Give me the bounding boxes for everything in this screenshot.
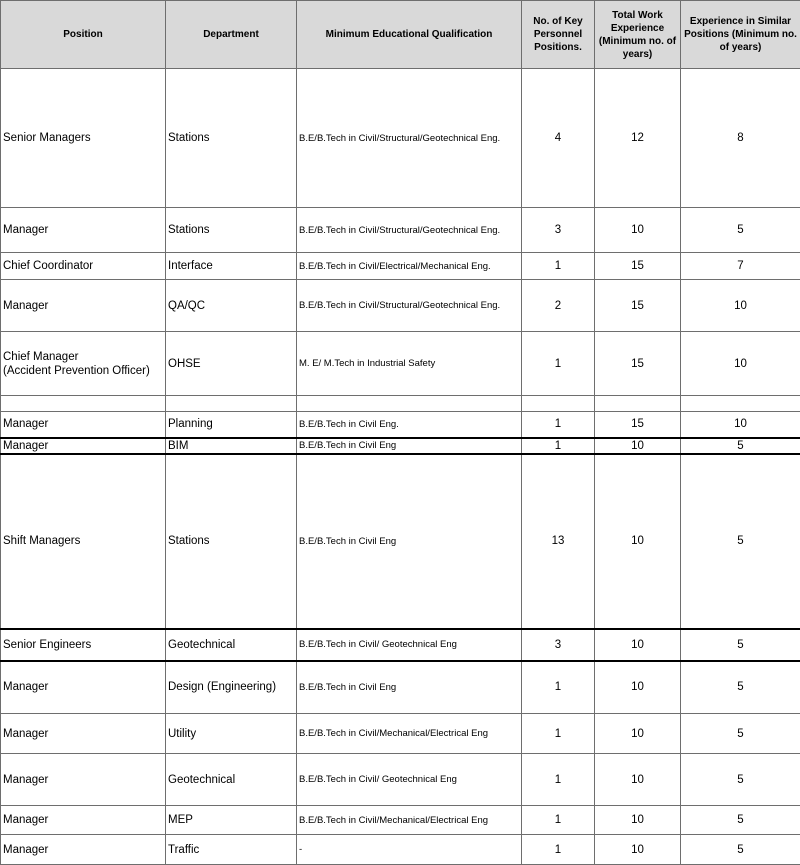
cell-qualification: B.E/B.Tech in Civil/Mechanical/Electrical Eng (297, 714, 522, 754)
cell-num-key: 13 (522, 454, 595, 629)
cell-similar-experience (681, 396, 800, 412)
cell-similar-experience: 10 (681, 332, 800, 396)
cell-total-experience: 10 (595, 629, 681, 661)
cell-similar-experience: 5 (681, 661, 800, 714)
cell-similar-experience: 5 (681, 629, 800, 661)
table-row (1, 754, 800, 806)
cell-qualification: - (297, 835, 522, 865)
cell-qualification: B.E/B.Tech in Civil/Structural/Geotechnical Eng. (297, 280, 522, 332)
cell-similar-experience: 5 (681, 454, 800, 629)
cell-similar-experience: 5 (681, 208, 800, 253)
cell-num-key: 1 (522, 438, 595, 454)
table-row (1, 253, 800, 280)
cell-position: Senior Managers (1, 69, 166, 208)
cell-num-key: 1 (522, 412, 595, 438)
cell-qualification: B.E/B.Tech in Civil/Structural/Geotechnical Eng. (297, 69, 522, 208)
cell-similar-experience: 5 (681, 835, 800, 865)
cell-department: OHSE (166, 332, 297, 396)
cell-similar-experience: 8 (681, 69, 800, 208)
cell-num-key: 1 (522, 714, 595, 754)
cell-qualification: B.E/B.Tech in Civil Eng (297, 661, 522, 714)
cell-num-key (522, 396, 595, 412)
cell-qualification: M. E/ M.Tech in Industrial Safety (297, 332, 522, 396)
cell-total-experience: 10 (595, 438, 681, 454)
cell-department: Interface (166, 253, 297, 280)
cell-total-experience: 15 (595, 253, 681, 280)
table-row (1, 412, 800, 438)
cell-position: Manager (1, 754, 166, 806)
header-qualification: Minimum Educational Qualification (297, 1, 522, 69)
cell-total-experience: 10 (595, 806, 681, 835)
cell-num-key: 2 (522, 280, 595, 332)
cell-num-key: 4 (522, 69, 595, 208)
table-row (1, 661, 800, 714)
cell-position: Shift Managers (1, 454, 166, 629)
cell-department: Planning (166, 412, 297, 438)
cell-similar-experience: 10 (681, 280, 800, 332)
cell-qualification (297, 396, 522, 412)
cell-qualification: B.E/B.Tech in Civil Eng (297, 438, 522, 454)
cell-position: Chief Manager (Accident Prevention Officer) (1, 332, 166, 396)
cell-num-key: 1 (522, 253, 595, 280)
cell-position: Manager (1, 438, 166, 454)
cell-department: Design (Engineering) (166, 661, 297, 714)
cell-total-experience: 15 (595, 412, 681, 438)
header-department: Department (166, 1, 297, 69)
cell-similar-experience: 7 (681, 253, 800, 280)
cell-position (1, 396, 166, 412)
table-row (1, 69, 800, 208)
header-total-experience: Total Work Experience (Minimum no. of years) (595, 1, 681, 69)
table-row (1, 280, 800, 332)
cell-total-experience: 10 (595, 661, 681, 714)
cell-department: BIM (166, 438, 297, 454)
cell-qualification: B.E/B.Tech in Civil/ Geotechnical Eng (297, 629, 522, 661)
cell-similar-experience: 5 (681, 754, 800, 806)
cell-position: Senior Engineers (1, 629, 166, 661)
cell-qualification: B.E/B.Tech in Civil Eng (297, 454, 522, 629)
table-row (1, 806, 800, 835)
header-similar-experience: Experience in Similar Positions (Minimum no. of years) (681, 1, 800, 69)
cell-department: QA/QC (166, 280, 297, 332)
cell-total-experience: 10 (595, 835, 681, 865)
cell-department: Stations (166, 454, 297, 629)
cell-qualification: B.E/B.Tech in Civil Eng. (297, 412, 522, 438)
cell-num-key: 1 (522, 332, 595, 396)
cell-position: Manager (1, 835, 166, 865)
cell-total-experience: 12 (595, 69, 681, 208)
cell-qualification: B.E/B.Tech in Civil/Structural/Geotechnical Eng. (297, 208, 522, 253)
cell-position: Manager (1, 412, 166, 438)
cell-num-key: 1 (522, 835, 595, 865)
cell-total-experience: 10 (595, 208, 681, 253)
cell-department: Geotechnical (166, 754, 297, 806)
cell-department: Stations (166, 69, 297, 208)
table-row (1, 332, 800, 396)
table-row (1, 629, 800, 661)
cell-department (166, 396, 297, 412)
cell-position: Manager (1, 714, 166, 754)
cell-qualification: B.E/B.Tech in Civil/Electrical/Mechanical Eng. (297, 253, 522, 280)
cell-qualification: B.E/B.Tech in Civil/Mechanical/Electrical Eng (297, 806, 522, 835)
cell-similar-experience: 5 (681, 714, 800, 754)
cell-total-experience: 15 (595, 332, 681, 396)
header-num-key-personnel: No. of Key Personnel Positions. (522, 1, 595, 69)
table-row (1, 835, 800, 865)
cell-similar-experience: 5 (681, 438, 800, 454)
cell-total-experience: 10 (595, 754, 681, 806)
table-row (1, 714, 800, 754)
cell-position: Manager (1, 661, 166, 714)
table-row (1, 438, 800, 454)
cell-similar-experience: 5 (681, 806, 800, 835)
cell-department: MEP (166, 806, 297, 835)
cell-position: Manager (1, 806, 166, 835)
cell-department: Stations (166, 208, 297, 253)
cell-num-key: 1 (522, 754, 595, 806)
table-row (1, 454, 800, 629)
cell-total-experience (595, 396, 681, 412)
cell-num-key: 3 (522, 208, 595, 253)
header-row (1, 1, 800, 69)
cell-total-experience: 15 (595, 280, 681, 332)
cell-num-key: 1 (522, 806, 595, 835)
cell-department: Traffic (166, 835, 297, 865)
cell-position: Chief Coordinator (1, 253, 166, 280)
table-row (1, 208, 800, 253)
cell-total-experience: 10 (595, 454, 681, 629)
table-row-empty (1, 396, 800, 412)
cell-department: Utility (166, 714, 297, 754)
cell-qualification: B.E/B.Tech in Civil/ Geotechnical Eng (297, 754, 522, 806)
cell-position: Manager (1, 280, 166, 332)
header-position: Position (1, 1, 166, 69)
cell-department: Geotechnical (166, 629, 297, 661)
cell-total-experience: 10 (595, 714, 681, 754)
cell-position: Manager (1, 208, 166, 253)
cell-num-key: 3 (522, 629, 595, 661)
cell-similar-experience: 10 (681, 412, 800, 438)
cell-num-key: 1 (522, 661, 595, 714)
